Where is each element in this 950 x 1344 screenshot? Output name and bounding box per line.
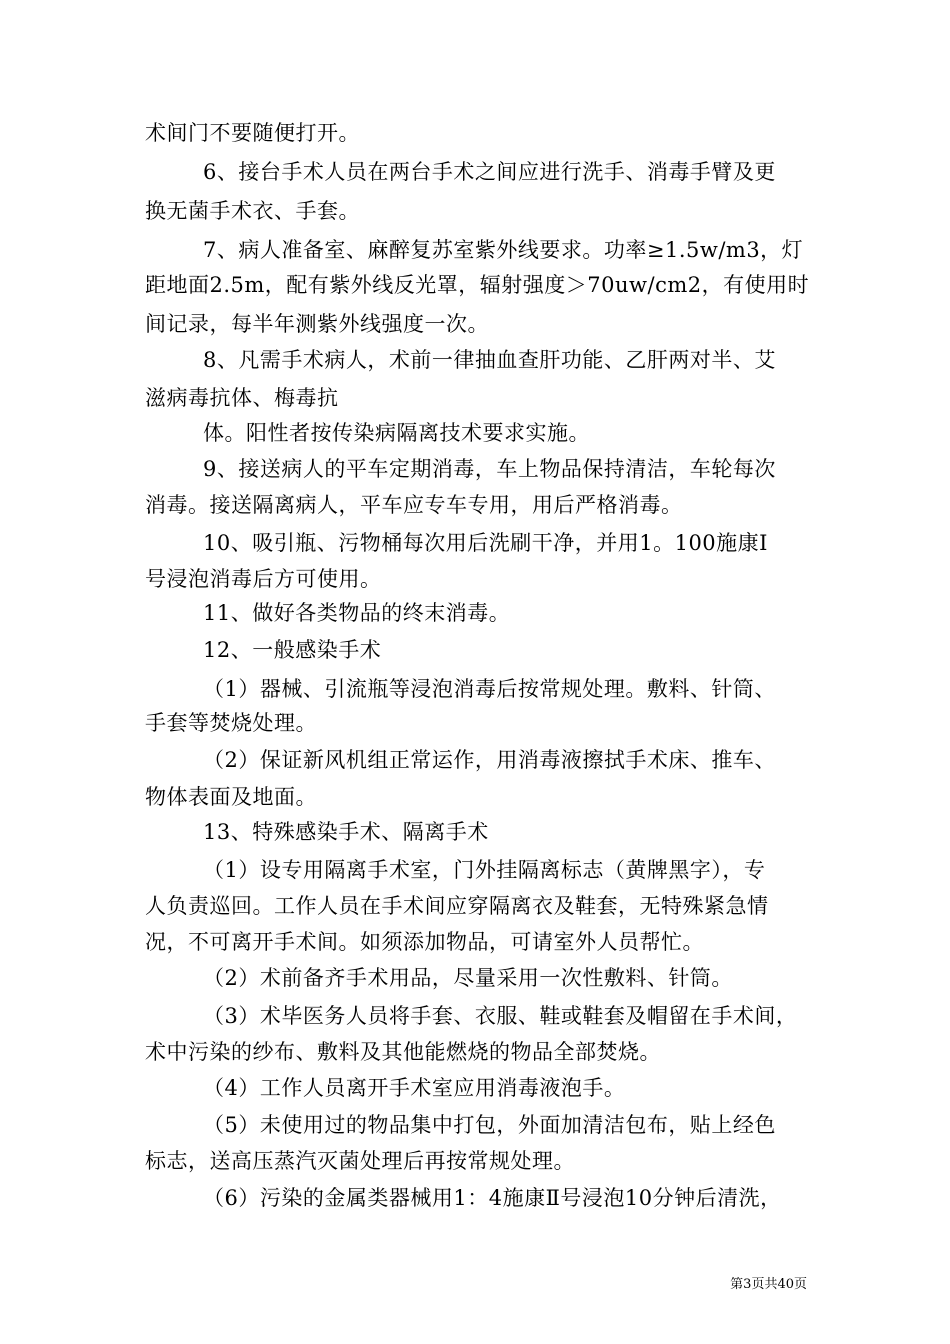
text-line: （6）污染的金属类器械用1：4施康Ⅱ号浸泡10分钟后清洗， [203,1186,782,1210]
text-line: 换无菌手术衣、手套。 [145,199,360,223]
text-line: 10、吸引瓶、污物桶每次用后洗刷干净，并用1。100施康Ⅰ [203,531,768,555]
text-line: 标志，送高压蒸汽灭菌处理后再按常规处理。 [145,1149,575,1173]
text-line: 12、一般感染手术 [203,638,382,662]
text-line: （1）设专用隔离手术室，门外挂隔离标志（黄牌黑字），专 [203,858,766,882]
text-line: 况，不可离开手术间。如须添加物品，可请室外人员帮忙。 [145,930,704,954]
text-line: 物体表面及地面。 [145,785,317,809]
page-number: 第3页共40页 [730,1277,807,1292]
text-line: 11、做好各类物品的终末消毒。 [203,601,511,625]
text-line: 滋病毒抗体、梅毒抗 [145,386,339,410]
text-line: 6、接台手术人员在两台手术之间应进行洗手、消毒手臂及更 [203,160,776,184]
text-line: 9、接送病人的平车定期消毒，车上物品保持清洁，车轮每次 [203,457,776,481]
text-line: （2）保证新风机组正常运作，用消毒液擦拭手术床、推车、 [203,748,776,772]
text-line: 手套等焚烧处理。 [145,711,317,735]
text-line: 号浸泡消毒后方可使用。 [145,567,382,591]
text-line: （3）术毕医务人员将手套、衣服、鞋或鞋套及帽留在手术间， [203,1004,798,1028]
text-line: （4）工作人员离开手术室应用消毒液泡手。 [203,1076,626,1100]
text-line: 7、病人准备室、麻醉复苏室紫外线要求。功率≥1.5w/m3，灯 [203,238,804,262]
text-line: （1）器械、引流瓶等浸泡消毒后按常规处理。敷料、针筒、 [203,677,776,701]
text-line: （2）术前备齐手术用品，尽量采用一次性敷料、针筒。 [203,966,733,990]
text-line: 术中污染的纱布、敷料及其他能燃烧的物品全部焚烧。 [145,1040,661,1064]
text-line: 术间门不要随便打开。 [145,121,360,145]
text-line: 消毒。接送隔离病人，平车应专车专用，用后严格消毒。 [145,493,683,517]
text-line: 8、凡需手术病人，术前一律抽血查肝功能、乙肝两对半、艾 [203,348,776,372]
text-line: 13、特殊感染手术、隔离手术 [203,820,489,844]
text-line: （5）未使用过的物品集中打包，外面加清洁包布，贴上经色 [203,1113,776,1137]
text-line: 体。阳性者按传染病隔离技术要求实施。 [203,421,590,445]
text-line: 间记录，每半年测紫外线强度一次。 [145,312,489,336]
text-line: 人负责巡回。工作人员在手术间应穿隔离衣及鞋套，无特殊紧急情 [145,894,769,918]
text-line: 距地面2.5m，配有紫外线反光罩，辐射强度＞70uw/cm2，有使用时 [145,273,810,297]
